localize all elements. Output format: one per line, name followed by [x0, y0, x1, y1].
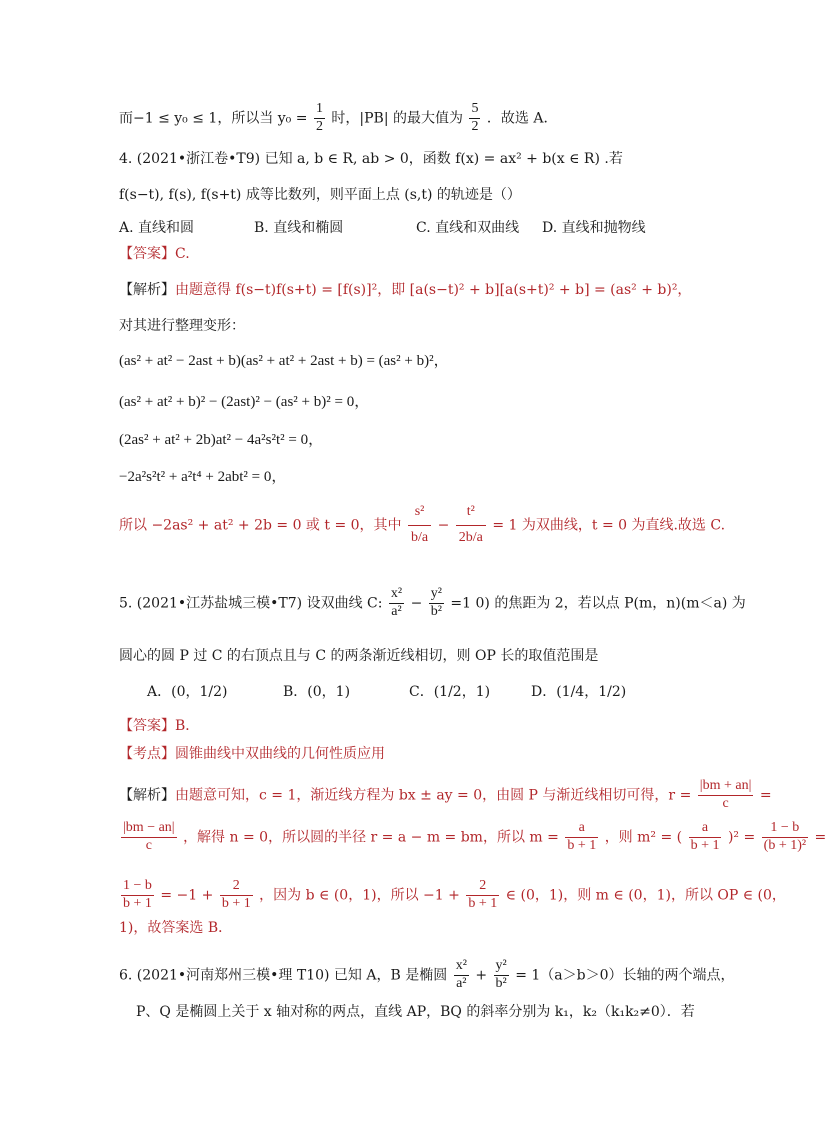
q6-plus: + — [475, 967, 488, 984]
fraction-numerator: 2 — [220, 878, 253, 896]
q4-option-c: C. 直线和双曲线 — [416, 220, 520, 236]
fraction-numerator: 1 — [314, 101, 325, 119]
q4-conclusion-pre: 所以 −2as² + at² + 2b = 0 或 t = 0，其中 — [119, 517, 402, 534]
prev-solution-line — [119, 101, 557, 136]
fraction-numerator: a — [565, 820, 598, 838]
fraction-denominator: b² — [430, 603, 442, 619]
q4-stem-line1: 4. (2021•浙江卷•T9) 已知 a, b ∈ R, ab > 0，函数 f(x) = ax² + b(x ∈ R) .若 — [119, 151, 623, 167]
fraction-numerator: 1 − b — [121, 878, 154, 896]
q5-option-c: C．(1/2，1) — [409, 684, 491, 700]
q5-fraction-2b1-b — [466, 878, 499, 913]
prev-fraction-1 — [314, 101, 325, 136]
q5-fraction-tangent-2 — [121, 820, 177, 855]
fraction-numerator: a — [689, 820, 722, 838]
fraction-denominator: b/a — [411, 529, 429, 545]
prev-fraction-2 — [469, 101, 480, 136]
q5-minus: − — [410, 595, 423, 612]
q5-option-b: B．(0，1) — [283, 684, 351, 700]
q5-kaodian: 【考点】圆锥曲线中双曲线的几何性质应用 — [119, 746, 385, 762]
q5-stem-post: =1 0) 的焦距为 2，若以点 P(m，n)(m＜a) 为 — [450, 595, 746, 612]
fraction-denominator: c — [145, 837, 152, 853]
q4-conclusion-fraction-2 — [456, 500, 486, 551]
q5-option-d: D．(1/4，1/2) — [531, 684, 627, 700]
fraction-denominator: a² — [456, 975, 467, 991]
prev-text-mid: 时，|PB| 的最大值为 — [331, 110, 463, 127]
fraction-denominator: b + 1 — [690, 837, 720, 853]
q5-fraction-expand — [121, 878, 154, 913]
q4-equation-4: −2a²s²t² + a²t⁴ + 2abt² = 0， — [119, 469, 287, 485]
q5-analysis-tag: 【解析】 — [119, 787, 175, 804]
fraction-numerator: 2 — [466, 878, 499, 896]
q4-analysis-tag: 【解析】 — [119, 282, 175, 298]
q5-stem-line1 — [119, 586, 746, 621]
fraction-denominator: b + 1 — [567, 837, 597, 853]
q5-analysis-text3-post: ∈ (0，1)，则 m ∈ (0，1)，所以 OP ∈ (0， — [505, 887, 786, 904]
fraction-numerator: |bm − an| — [121, 820, 177, 838]
q4-conclusion-post: = 1 为双曲线，t = 0 为直线.故选 C. — [492, 517, 726, 534]
prev-text-pre: 而−1 ≤ y₀ ≤ 1，所以当 y₀ = — [119, 110, 308, 127]
q4-conclusion-fraction-1 — [408, 500, 431, 551]
q5-analysis-text2: ，解得 n = 0，所以圆的半径 r = a − m = bm，所以 m = — [183, 829, 559, 846]
q4-equation-3: (2as² + at² + 2b)at² − 4a²s²t² = 0， — [119, 432, 324, 448]
fraction-numerator: x² — [454, 958, 469, 976]
q4-analysis-line1 — [119, 282, 691, 300]
q6-stem-line2: P、Q 是椭圆上关于 x 轴对称的两点，直线 AP，BQ 的斜率分别为 k₁，k₂（k₁k₂≠0）．若 — [136, 1004, 695, 1020]
fraction-denominator: b + 1 — [468, 895, 498, 911]
fraction-numerator: y² — [429, 586, 444, 604]
fraction-denominator: a² — [391, 603, 402, 619]
q6-fraction-y — [494, 958, 509, 993]
fraction-numerator: 1 − b — [762, 820, 808, 838]
q4-stem-line2: f(s−t), f(s), f(s+t) 成等比数列，则平面上点 (s,t) 的轨迹是（） — [119, 187, 521, 203]
q5-option-a: A．(0，1/2) — [147, 684, 228, 700]
q5-analysis-text3: = −1 + — [160, 887, 214, 904]
q4-option-b: B. 直线和椭圆 — [254, 220, 344, 236]
fraction-numerator: |bm + an| — [698, 778, 754, 796]
q5-analysis-line4: 1)，故答案选 B． — [119, 920, 233, 936]
q5-analysis-line3 — [119, 878, 786, 913]
q5-fraction-x — [389, 586, 404, 621]
fraction-denominator: 2b/a — [458, 529, 483, 545]
fraction-numerator: s² — [408, 500, 431, 526]
q5-equals: = — [759, 787, 772, 804]
q4-conclusion-minus: − — [437, 517, 450, 534]
q4-analysis-line2: 对其进行整理变形： — [119, 318, 245, 334]
q5-fraction-tangent — [698, 778, 754, 813]
fraction-denominator: 2 — [471, 118, 479, 134]
q5-answer: 【答案】B． — [119, 718, 200, 734]
q4-equation-2: (as² + at² + b)² − (2ast)² − (as² + b)² = 0， — [119, 394, 370, 410]
q4-answer: 【答案】C. — [119, 246, 190, 262]
q4-option-a: A. 直线和圆 — [119, 220, 195, 236]
fraction-numerator: t² — [456, 500, 486, 526]
q5-fraction-result — [762, 820, 808, 855]
fraction-numerator: x² — [389, 586, 404, 604]
fraction-denominator: b² — [495, 975, 507, 991]
q6-stem-pre: 6. (2021•河南郑州三模•理 T10) 已知 A，B 是椭圆 — [119, 967, 448, 984]
fraction-denominator: b + 1 — [123, 895, 152, 911]
q5-equals-2: = — [814, 829, 826, 846]
q5-analysis-text3-mid: ，因为 b ∈ (0，1)，所以 −1 + — [259, 887, 460, 904]
q5-analysis-text2-mid: ，则 m² = ( — [604, 829, 683, 846]
q4-conclusion — [119, 500, 725, 551]
fraction-denominator: b + 1 — [221, 895, 251, 911]
q6-fraction-x — [454, 958, 469, 993]
q4-equation-1: (as² + at² − 2ast + b)(as² + at² + 2ast + b) = (as² + b)²， — [119, 353, 449, 369]
q5-analysis-text1: 由题意可知，c = 1，渐近线方程为 bx ± ay = 0，由圆 P 与渐近线相切可得，r = — [175, 787, 692, 804]
q5-analysis-text2-mid2: )² = — [727, 829, 756, 846]
fraction-denominator: 2 — [315, 118, 323, 134]
q5-analysis-line1 — [119, 778, 772, 813]
q5-fraction-m — [565, 820, 598, 855]
fraction-denominator: c — [722, 795, 729, 811]
q6-stem-line1 — [119, 958, 735, 993]
q5-fraction-m-sq — [689, 820, 722, 855]
q5-analysis-line2 — [119, 820, 826, 855]
fraction-denominator: (b + 1)² — [763, 837, 807, 853]
q6-stem-post: = 1（a＞b＞0）长轴的两个端点， — [515, 967, 735, 984]
q5-stem-pre: 5. (2021•江苏盐城三模•T7) 设双曲线 C: — [119, 595, 383, 612]
q5-stem-line2: 圆心的圆 P 过 C 的右顶点且与 C 的两条渐近线相切，则 OP 长的取值范围是 — [119, 648, 599, 664]
prev-text-post: ．故选 A． — [486, 110, 558, 127]
q5-fraction-2b1 — [220, 878, 253, 913]
q4-option-d: D. 直线和抛物线 — [542, 220, 646, 236]
fraction-numerator: y² — [494, 958, 509, 976]
fraction-numerator: 5 — [469, 101, 480, 119]
q4-analysis-text: 由题意得 f(s−t)f(s+t) = [f(s)]²，即 [a(s−t)² + b][a(s+t)² + b] = (as² + b)²， — [175, 282, 692, 298]
q5-fraction-y — [429, 586, 444, 621]
